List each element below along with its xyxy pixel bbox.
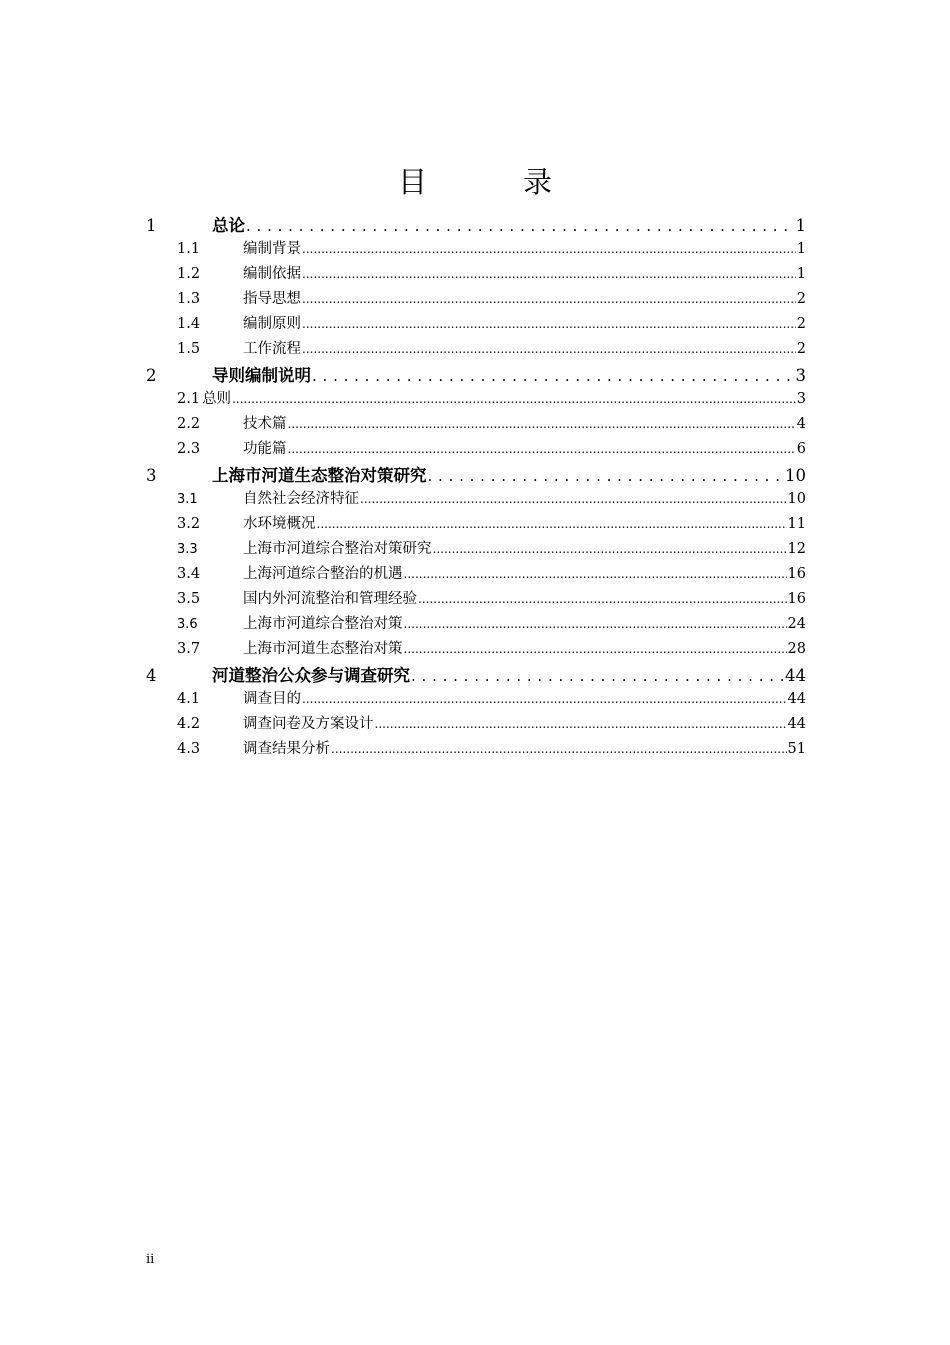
toc-chapter-entry[interactable] — [146, 462, 806, 487]
toc-entry-number: 3.7 — [177, 641, 201, 657]
toc-entry-number: 2.1 — [177, 391, 201, 407]
toc-entry-title: 上海市河道综合整治对策 — [243, 616, 403, 632]
toc-dot-leader — [411, 666, 784, 685]
toc-title-char-1: 目 — [397, 165, 427, 199]
toc-entry-number: 2.3 — [177, 441, 201, 457]
toc-dot-leader — [360, 491, 787, 507]
table-of-contents — [146, 212, 806, 762]
toc-dot-leader — [312, 366, 795, 385]
toc-dot-leader — [302, 691, 787, 707]
toc-entry-number: 3.4 — [177, 566, 201, 582]
toc-entry-number: 3 — [146, 466, 157, 485]
toc-section-entry[interactable] — [146, 487, 806, 512]
toc-section-entry[interactable] — [146, 287, 806, 312]
toc-entry-page: 44 — [785, 666, 806, 685]
toc-entry-title: 总则 — [202, 391, 232, 407]
toc-section-entry[interactable] — [146, 687, 806, 712]
toc-section-entry[interactable] — [146, 737, 806, 762]
toc-entry-page: 1 — [795, 216, 806, 235]
toc-section-entry[interactable] — [146, 712, 806, 737]
toc-entry-number: 3.6 — [177, 617, 198, 632]
toc-dot-leader — [404, 566, 787, 582]
toc-dot-leader — [331, 741, 787, 757]
toc-entry-page: 3 — [795, 366, 806, 385]
toc-section-entry[interactable] — [146, 387, 806, 412]
toc-chapter-entry[interactable] — [146, 212, 806, 237]
toc-entry-page: 44 — [787, 716, 806, 732]
toc-section-entry[interactable] — [146, 512, 806, 537]
toc-entry-number: 4.2 — [177, 716, 201, 732]
toc-entry-page: 10 — [787, 491, 806, 507]
toc-entry-number: 3.1 — [177, 492, 198, 507]
toc-entry-title: 指导思想 — [243, 291, 301, 307]
toc-entry-page: 24 — [787, 616, 806, 632]
toc-dot-leader — [375, 716, 787, 732]
toc-section-entry[interactable] — [146, 437, 806, 462]
toc-entry-number: 1.2 — [177, 266, 201, 282]
toc-entry-title: 上海市河道生态整治对策 — [243, 641, 403, 657]
toc-section-entry[interactable] — [146, 637, 806, 662]
toc-title — [0, 160, 950, 201]
toc-dot-leader — [302, 291, 796, 307]
toc-dot-leader — [317, 516, 787, 532]
toc-entry-page: 10 — [785, 466, 806, 485]
page-number: ii — [146, 1252, 155, 1267]
toc-section-entry[interactable] — [146, 612, 806, 637]
toc-entry-number: 2 — [146, 366, 157, 385]
toc-entry-page: 2 — [796, 316, 806, 332]
toc-section-entry[interactable] — [146, 262, 806, 287]
toc-entry-title: 编制依据 — [243, 266, 301, 282]
toc-section-entry[interactable] — [146, 237, 806, 262]
toc-entry-page: 16 — [787, 566, 806, 582]
toc-entry-page: 16 — [787, 591, 806, 607]
toc-dot-leader — [246, 216, 795, 235]
toc-title-char-2: 录 — [523, 165, 553, 199]
toc-dot-leader — [288, 441, 796, 457]
toc-entry-page: 51 — [787, 741, 806, 757]
toc-section-entry[interactable] — [146, 337, 806, 362]
toc-entry-title: 调查目的 — [243, 691, 301, 707]
toc-entry-title: 编制背景 — [243, 241, 301, 257]
toc-entry-number: 3.3 — [177, 542, 198, 557]
toc-entry-title: 编制原则 — [243, 316, 301, 332]
toc-entry-title: 国内外河流整治和管理经验 — [243, 591, 417, 607]
toc-entry-number: 2.2 — [177, 416, 201, 432]
toc-dot-leader — [302, 266, 796, 282]
toc-dot-leader — [404, 616, 787, 632]
toc-entry-page: 3 — [796, 391, 806, 407]
toc-entry-title: 调查问卷及方案设计 — [243, 716, 374, 732]
toc-dot-leader — [404, 641, 787, 657]
toc-dot-leader — [418, 591, 787, 607]
toc-entry-number: 1.3 — [177, 291, 201, 307]
toc-entry-number: 4 — [146, 666, 157, 685]
toc-entry-title: 河道整治公众参与调查研究 — [212, 666, 410, 685]
toc-dot-leader — [302, 316, 796, 332]
toc-chapter-entry[interactable] — [146, 662, 806, 687]
toc-entry-title: 总论 — [212, 216, 245, 235]
toc-entry-number: 1.4 — [177, 316, 201, 332]
toc-section-entry[interactable] — [146, 562, 806, 587]
toc-entry-page: 6 — [796, 441, 806, 457]
toc-entry-title: 技术篇 — [243, 416, 287, 432]
toc-dot-leader — [433, 541, 787, 557]
toc-entry-title: 工作流程 — [243, 341, 301, 357]
toc-entry-number: 1 — [146, 216, 157, 235]
toc-entry-title: 自然社会经济特征 — [243, 491, 359, 507]
toc-entry-page: 11 — [787, 516, 806, 532]
toc-entry-number: 4.1 — [177, 691, 201, 707]
toc-entry-page: 2 — [796, 341, 806, 357]
toc-section-entry[interactable] — [146, 312, 806, 337]
toc-entry-title: 上海市河道综合整治对策研究 — [243, 541, 432, 557]
toc-entry-title: 导则编制说明 — [212, 366, 311, 385]
toc-dot-leader — [288, 416, 796, 432]
toc-entry-title: 功能篇 — [243, 441, 287, 457]
toc-entry-title: 上海河道综合整治的机遇 — [243, 566, 403, 582]
toc-dot-leader — [302, 241, 796, 257]
toc-entry-title: 上海市河道生态整治对策研究 — [212, 466, 427, 485]
toc-entry-page: 44 — [787, 691, 806, 707]
toc-entry-page: 1 — [796, 241, 806, 257]
toc-entry-page: 4 — [796, 416, 806, 432]
toc-entry-title: 调查结果分析 — [243, 741, 330, 757]
toc-entry-number: 4.3 — [177, 741, 201, 757]
toc-dot-leader — [302, 341, 796, 357]
toc-dot-leader — [232, 391, 796, 407]
toc-entry-number: 3.5 — [177, 591, 201, 607]
toc-chapter-entry[interactable] — [146, 362, 806, 387]
toc-entry-page: 1 — [796, 266, 806, 282]
toc-entry-number: 3.2 — [177, 516, 201, 532]
toc-section-entry[interactable] — [146, 537, 806, 562]
toc-entry-page: 2 — [796, 291, 806, 307]
toc-entry-number: 1.1 — [177, 241, 201, 257]
toc-section-entry[interactable] — [146, 587, 806, 612]
toc-entry-page: 28 — [787, 641, 806, 657]
toc-entry-number: 1.5 — [177, 341, 201, 357]
toc-entry-page: 12 — [787, 541, 806, 557]
toc-section-entry[interactable] — [146, 412, 806, 437]
toc-entry-title: 水环境概况 — [243, 516, 316, 532]
toc-dot-leader — [428, 466, 785, 485]
